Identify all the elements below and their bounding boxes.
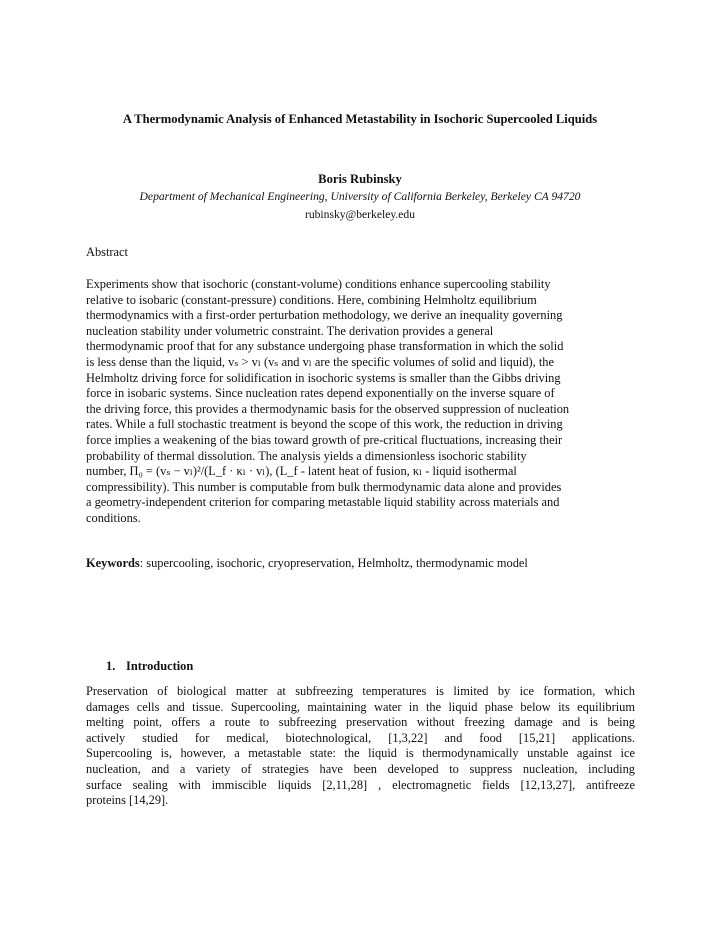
keywords-label: Keywords: [86, 556, 140, 570]
keywords-line: [86, 556, 646, 571]
intro-line: surface sealing with immiscible liquids [2,11,28] , electromagnetic fields [12,13,27], antifreeze: [86, 777, 635, 792]
intro-line: proteins [14,29].: [86, 793, 169, 808]
author-affiliation: Department of Mechanical Engineering, University of California Berkeley, Berkeley CA 94720: [139, 190, 581, 203]
abstract-line: probability of thermal dissolution. The analysis yields a dimensionless isochoric stability: [86, 448, 527, 463]
author-name: Boris Rubinsky: [318, 172, 402, 186]
abstract-line: rates. While a full stochastic treatment is beyond the scope of this work, the reduction in driving: [86, 417, 563, 432]
introduction-body: [86, 684, 635, 809]
intro-line: Supercooling is, however, a metastable state: the liquid is thermodynamically unstable against ice: [86, 746, 635, 761]
abstract-heading: Abstract: [86, 245, 128, 259]
section-title: Introduction: [126, 659, 194, 673]
intro-line: actively studied for medical, biotechnological, [1,3,22] and food [15,21] applications.: [86, 730, 635, 745]
intro-line: damages cells and tissue. Supercooling, maintaining water in the liquid phase below its equilibrium: [86, 699, 635, 714]
abstract-body: [86, 277, 642, 527]
intro-line: nucleation, and a variety of strategies have been developed to suppress nucleation, including: [86, 761, 635, 776]
abstract-line: force in isobaric systems. Since nucleation rates depend exponentially on the inverse square of: [86, 386, 555, 401]
author-email: rubinsky@berkeley.edu: [304, 208, 416, 221]
abstract-line: compressibility). This number is computable from bulk thermodynamic data alone and provides: [86, 479, 562, 494]
abstract-line: Helmholtz driving force for solidification in isochoric systems is smaller than the Gibbs driving: [86, 370, 561, 385]
abstract-line: is less dense than the liquid, vₛ > vₗ (vₛ and vₗ are the specific volumes of solid and liquid), the: [86, 354, 555, 369]
abstract-line: thermodynamic proof that for any substance undergoing phase transformation in which the solid: [86, 339, 564, 354]
abstract-line: a geometry-independent criterion for comparing metastable liquid stability across materials and: [86, 495, 560, 510]
keywords-text: : supercooling, isochoric, cryopreservation, Helmholtz, thermodynamic model: [139, 556, 528, 570]
abstract-line: number, Π₀ = (vₛ − vₗ)²/(L_f · κₗ · vₗ), (L_f - latent heat of fusion, κₗ - liquid isothermal: [86, 464, 517, 479]
abstract-line: the driving force, this provides a thermodynamic basis for the observed suppression of nucleation: [86, 401, 570, 416]
section-heading: [106, 659, 193, 674]
abstract-line: force implies a weakening of the bias toward growth of pre-critical fluctuations, increasing their: [86, 432, 563, 447]
abstract-line: nucleation stability under volumetric constraint. The derivation provides a general: [86, 323, 494, 338]
intro-line: Preservation of biological matter at subfreezing temperatures is limited by ice formation, which: [86, 684, 635, 698]
abstract-line: conditions.: [86, 510, 141, 525]
abstract-line: thermodynamics with a first-order perturbation methodology, we derive an inequality governing: [86, 308, 563, 323]
section-number: 1.: [106, 659, 116, 673]
abstract-line: Experiments show that isochoric (constant-volume) conditions enhance supercooling stability: [86, 277, 551, 291]
intro-line: melting point, offers a route to subfreezing preservation without freezing damage and is being: [86, 715, 635, 730]
paper-title: A Thermodynamic Analysis of Enhanced Metastability in Isochoric Supercooled Liquids: [122, 112, 598, 126]
abstract-line: relative to isobaric (constant-pressure) conditions. Here, combining Helmholtz equilibrium: [86, 292, 537, 307]
